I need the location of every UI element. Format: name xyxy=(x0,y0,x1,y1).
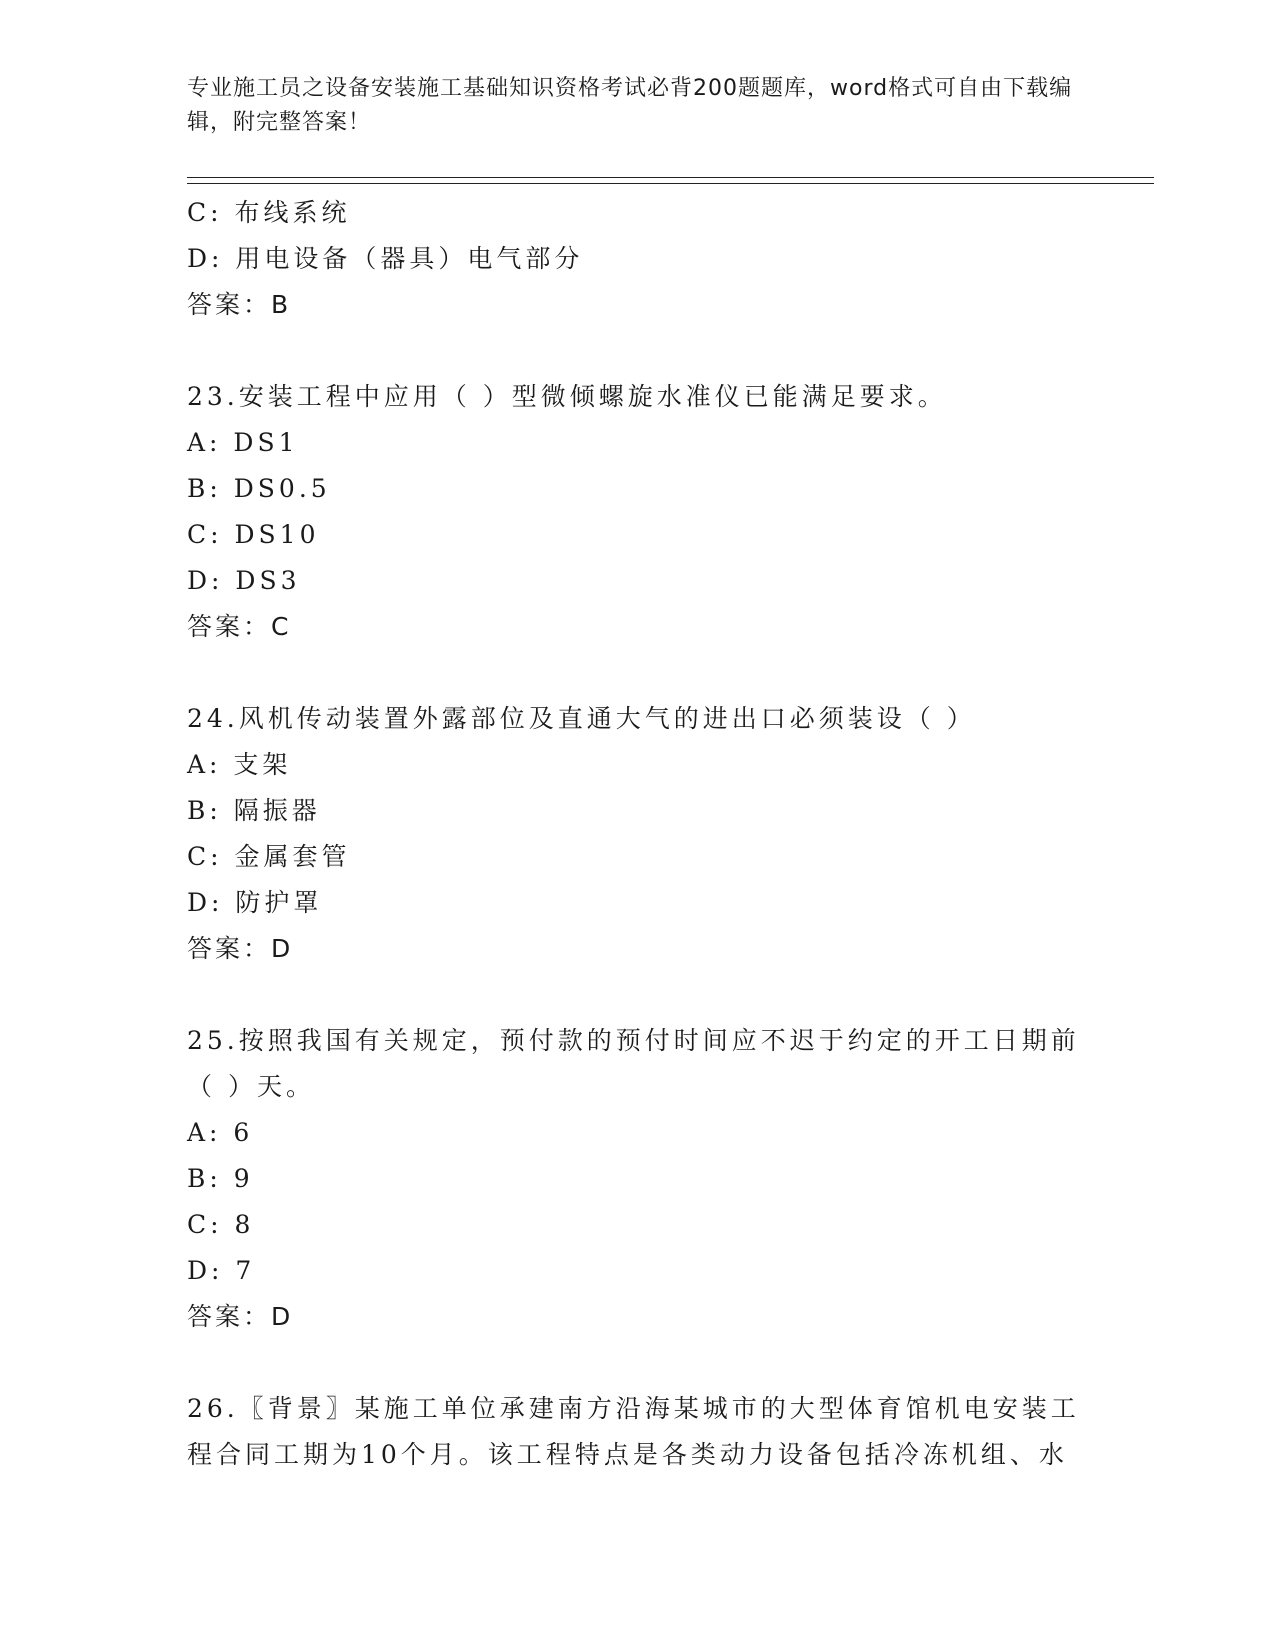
option-b: B: DS0.5 xyxy=(187,474,331,503)
question-stem: 23.安装工程中应用（ ）型微倾螺旋水准仪已能满足要求。 xyxy=(187,382,947,411)
answer-label: 答案：C xyxy=(187,612,292,641)
question-24 xyxy=(187,696,1087,972)
option-c: C: DS10 xyxy=(187,520,320,549)
option-a: A: 支架 xyxy=(187,750,292,779)
question-26 xyxy=(187,1386,1087,1478)
answer-label: 答案：D xyxy=(187,1302,294,1331)
question-stem-line-2: 程合同工期为10个月。该工程特点是各类动力设备包括冷冻机组、水 xyxy=(187,1440,1068,1469)
option-d: D: 防护罩 xyxy=(187,888,323,917)
question-25 xyxy=(187,1018,1087,1340)
answer-label: 答案：D xyxy=(187,934,294,963)
option-b: B: 9 xyxy=(187,1164,254,1193)
answer-label: 答案：B xyxy=(187,290,292,319)
option-c: C: 金属套管 xyxy=(187,842,351,871)
question-stem-line-1: 25.按照我国有关规定，预付款的预付时间应不迟于约定的开工日期前 xyxy=(187,1026,1080,1055)
option-d: D: DS3 xyxy=(187,566,301,595)
question-23 xyxy=(187,374,1087,650)
document-header xyxy=(187,72,1087,140)
question-list xyxy=(187,190,1087,1478)
option-b: B: 隔振器 xyxy=(187,796,321,825)
option-d: D: 用电设备（器具）电气部分 xyxy=(187,244,584,273)
option-a: A: DS1 xyxy=(187,428,299,457)
spacer xyxy=(187,972,1087,1018)
question-stem-line-2: （ ）天。 xyxy=(187,1072,315,1101)
question-stem: 24.风机传动装置外露部位及直通大气的进出口必须装设（ ） xyxy=(187,704,976,733)
header-divider-bottom xyxy=(187,183,1154,184)
spacer xyxy=(187,1340,1087,1386)
spacer xyxy=(187,650,1087,696)
spacer xyxy=(187,328,1087,374)
document-title: 专业施工员之设备安装施工基础知识资格考试必背200题题库，word格式可自由下载编辑，附完整答案！ xyxy=(187,76,1073,135)
question-stem-line-1: 26.〖背景〗某施工单位承建南方沿海某城市的大型体育馆机电安装工 xyxy=(187,1394,1080,1423)
option-c: C: 布线系统 xyxy=(187,198,351,227)
header-divider-top xyxy=(187,177,1154,178)
option-c: C: 8 xyxy=(187,1210,255,1239)
option-d: D: 7 xyxy=(187,1256,256,1285)
option-a: A: 6 xyxy=(187,1118,254,1147)
question-22-continued xyxy=(187,190,1087,328)
